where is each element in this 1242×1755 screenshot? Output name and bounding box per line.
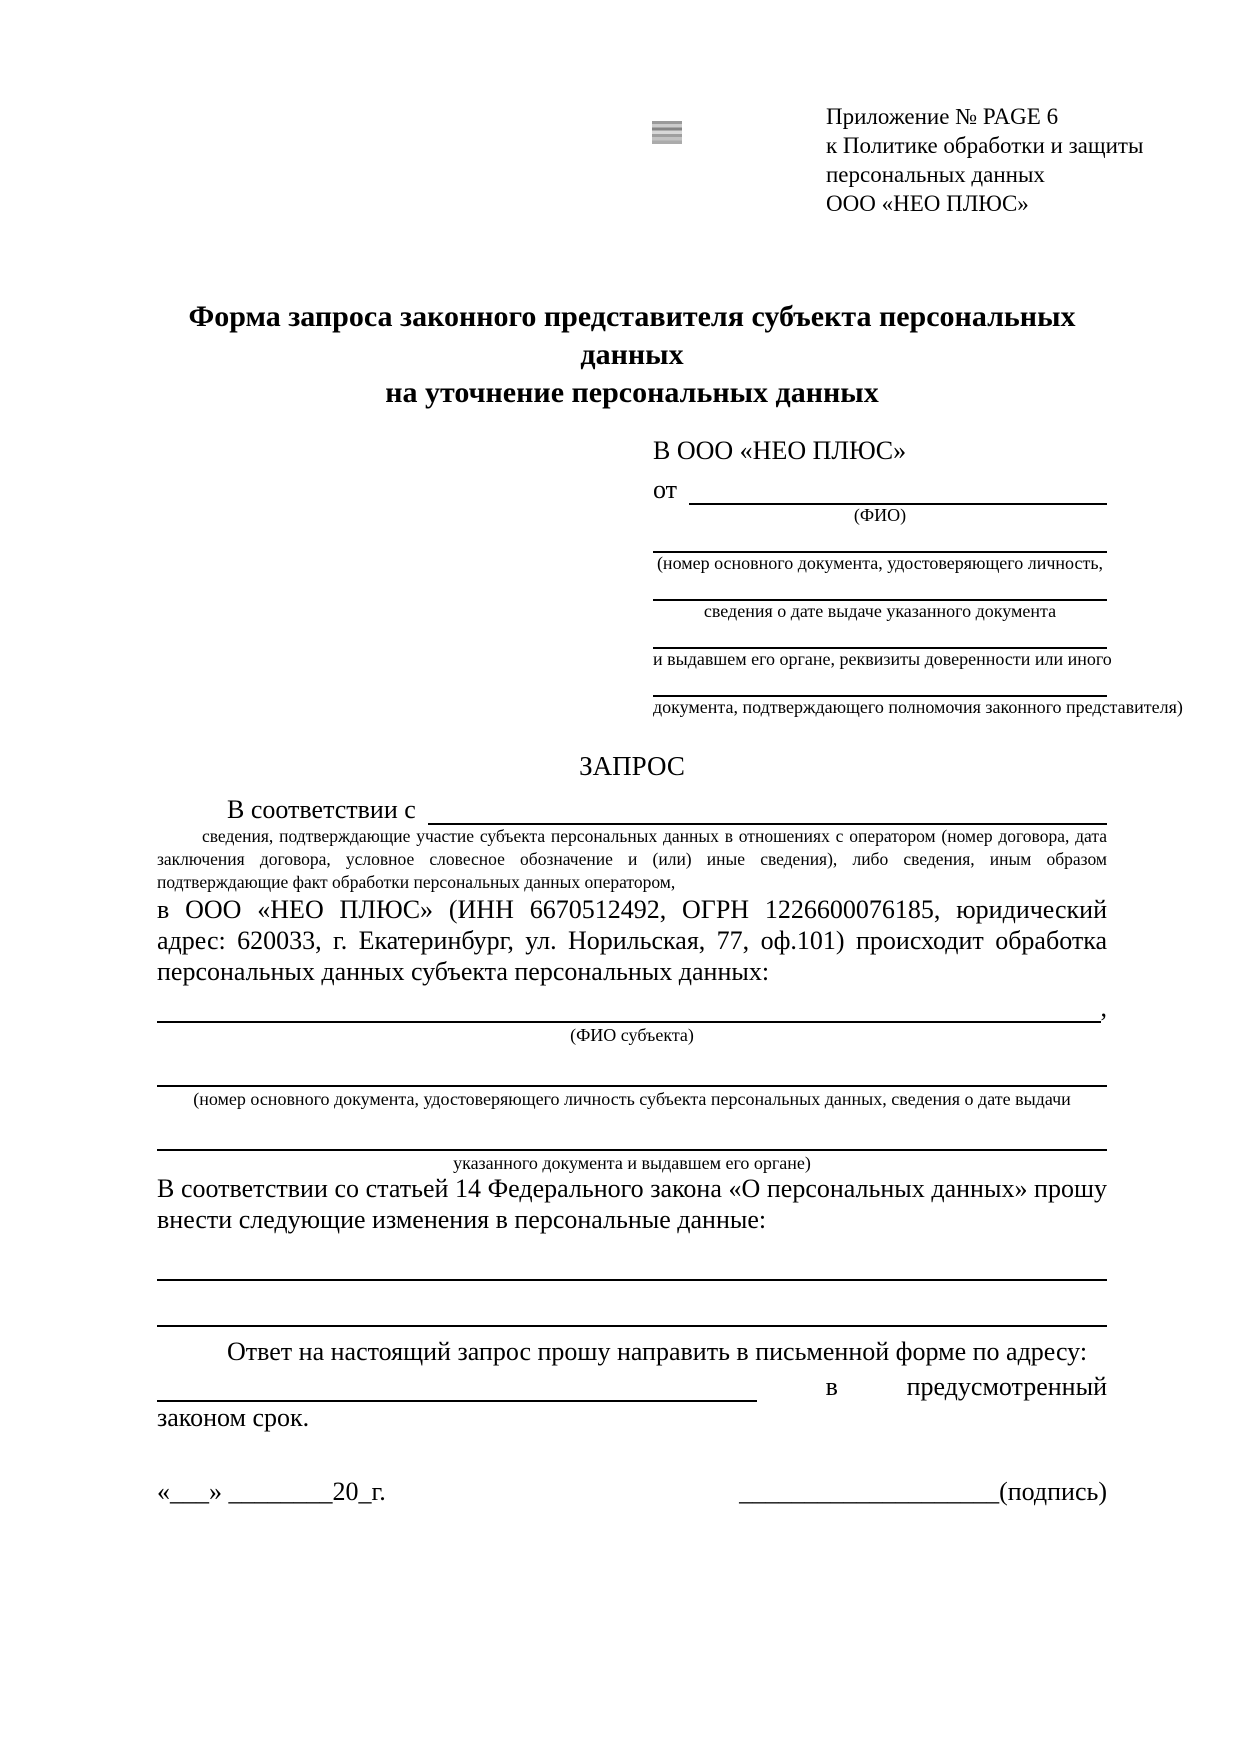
appendix-header: [826, 102, 1143, 218]
signature-row: [157, 1475, 1107, 1508]
signature-caption: (подпись): [999, 1477, 1107, 1506]
addressee-block: [653, 434, 1183, 717]
response-line-zakonom: законом срок.: [157, 1403, 310, 1432]
response-paragraph: Ответ на настоящий запрос прошу направить в письменной форме по адресу:: [227, 1337, 1088, 1366]
amendment-blank-line-2: [157, 1281, 1107, 1327]
caption-subject-doc-1: (номер основного документа, удостоверяющего личность субъекта персональных данных, сведения о дате выдачи: [193, 1089, 1071, 1109]
signature-blank-line: ____________________: [739, 1477, 1000, 1506]
in-accordance-label: В соответствии с: [227, 795, 416, 824]
caption-doc-3: и выдавшем его органе, реквизиты доверенности или иного: [653, 649, 1112, 669]
caption-subject-fio: (ФИО субъекта): [570, 1025, 694, 1045]
amendment-blank-line-1: [157, 1235, 1107, 1281]
subject-fio-blank-line: [157, 1021, 1101, 1023]
header-line-policy: к Политике обработки и защиты: [826, 133, 1144, 158]
amendment-paragraph: В соответствии со статьей 14 Федерального закона «О персональных данных» прошу внести следующие изменения в персональные данные:: [157, 1174, 1107, 1234]
caption-fio: (ФИО): [853, 505, 907, 525]
caption-doc-2: сведения о дате выдаче указанного документа: [703, 601, 1057, 621]
from-row: [653, 467, 1107, 505]
response-word-predusmotrenny: предусмотренный: [906, 1372, 1107, 1401]
in-accordance-row: [157, 788, 1107, 825]
form-title: [157, 298, 1107, 412]
signature-group: [739, 1475, 1107, 1508]
date-blank-line: «___» ________20_г.: [157, 1477, 386, 1506]
representative-doc-blank-line-2: [653, 573, 1107, 601]
subject-doc-blank-line-2: [157, 1123, 1107, 1151]
from-label: от: [653, 475, 678, 504]
subject-line-comma: ,: [1100, 993, 1107, 1022]
caption-doc-4: документа, подтверждающего полномочия законного представителя): [653, 697, 1183, 717]
response-address-row: [157, 1368, 1107, 1402]
operator-paragraph: в ООО «НЕО ПЛЮС» (ИНН 6670512492, ОГРН 1226600076185, юридический адрес: 620033, г. Екатеринбург, ул. Норильская, 77, оф.101) происходит обработка персональных данных субъекта персональных данных:: [157, 895, 1107, 986]
footnote-text: сведения, подтверждающие участие субъекта персональных данных в отношениях с оператором (номер договора, дата заключения договора, условное словесное обозначение и (или) иные сведения), либо сведения, иным образом подтверждающие факт обработки персональных данных оператором,: [157, 826, 1107, 892]
subject-doc-blank-line-1: [157, 1059, 1107, 1087]
request-heading: ЗАПРОС: [579, 751, 685, 781]
caption-subject-doc-2: указанного документа и выдавшем его органе): [453, 1153, 811, 1173]
addressee-to-line: В ООО «НЕО ПЛЮС»: [653, 436, 907, 465]
form-title-line1: Форма запроса законного представителя субъекта персональных данных: [188, 300, 1076, 371]
blurred-logo-icon: [652, 121, 682, 144]
form-title-line2: на уточнение персональных данных: [385, 376, 879, 409]
header-line-personal-data: персональных данных: [826, 162, 1045, 187]
header-line-company: ООО «НЕО ПЛЮС»: [826, 191, 1029, 216]
representative-doc-blank-line-3: [653, 621, 1107, 649]
subject-fio-row: [157, 987, 1107, 1023]
caption-doc-1: (номер основного документа, удостоверяющего личность,: [656, 553, 1104, 573]
representative-doc-blank-line-1: [653, 525, 1107, 553]
response-word-v: в: [825, 1372, 838, 1401]
header-block: [157, 100, 1144, 218]
appendix-number-line: Приложение № PAGE 6: [826, 104, 1059, 129]
representative-doc-blank-line-4: [653, 669, 1107, 697]
